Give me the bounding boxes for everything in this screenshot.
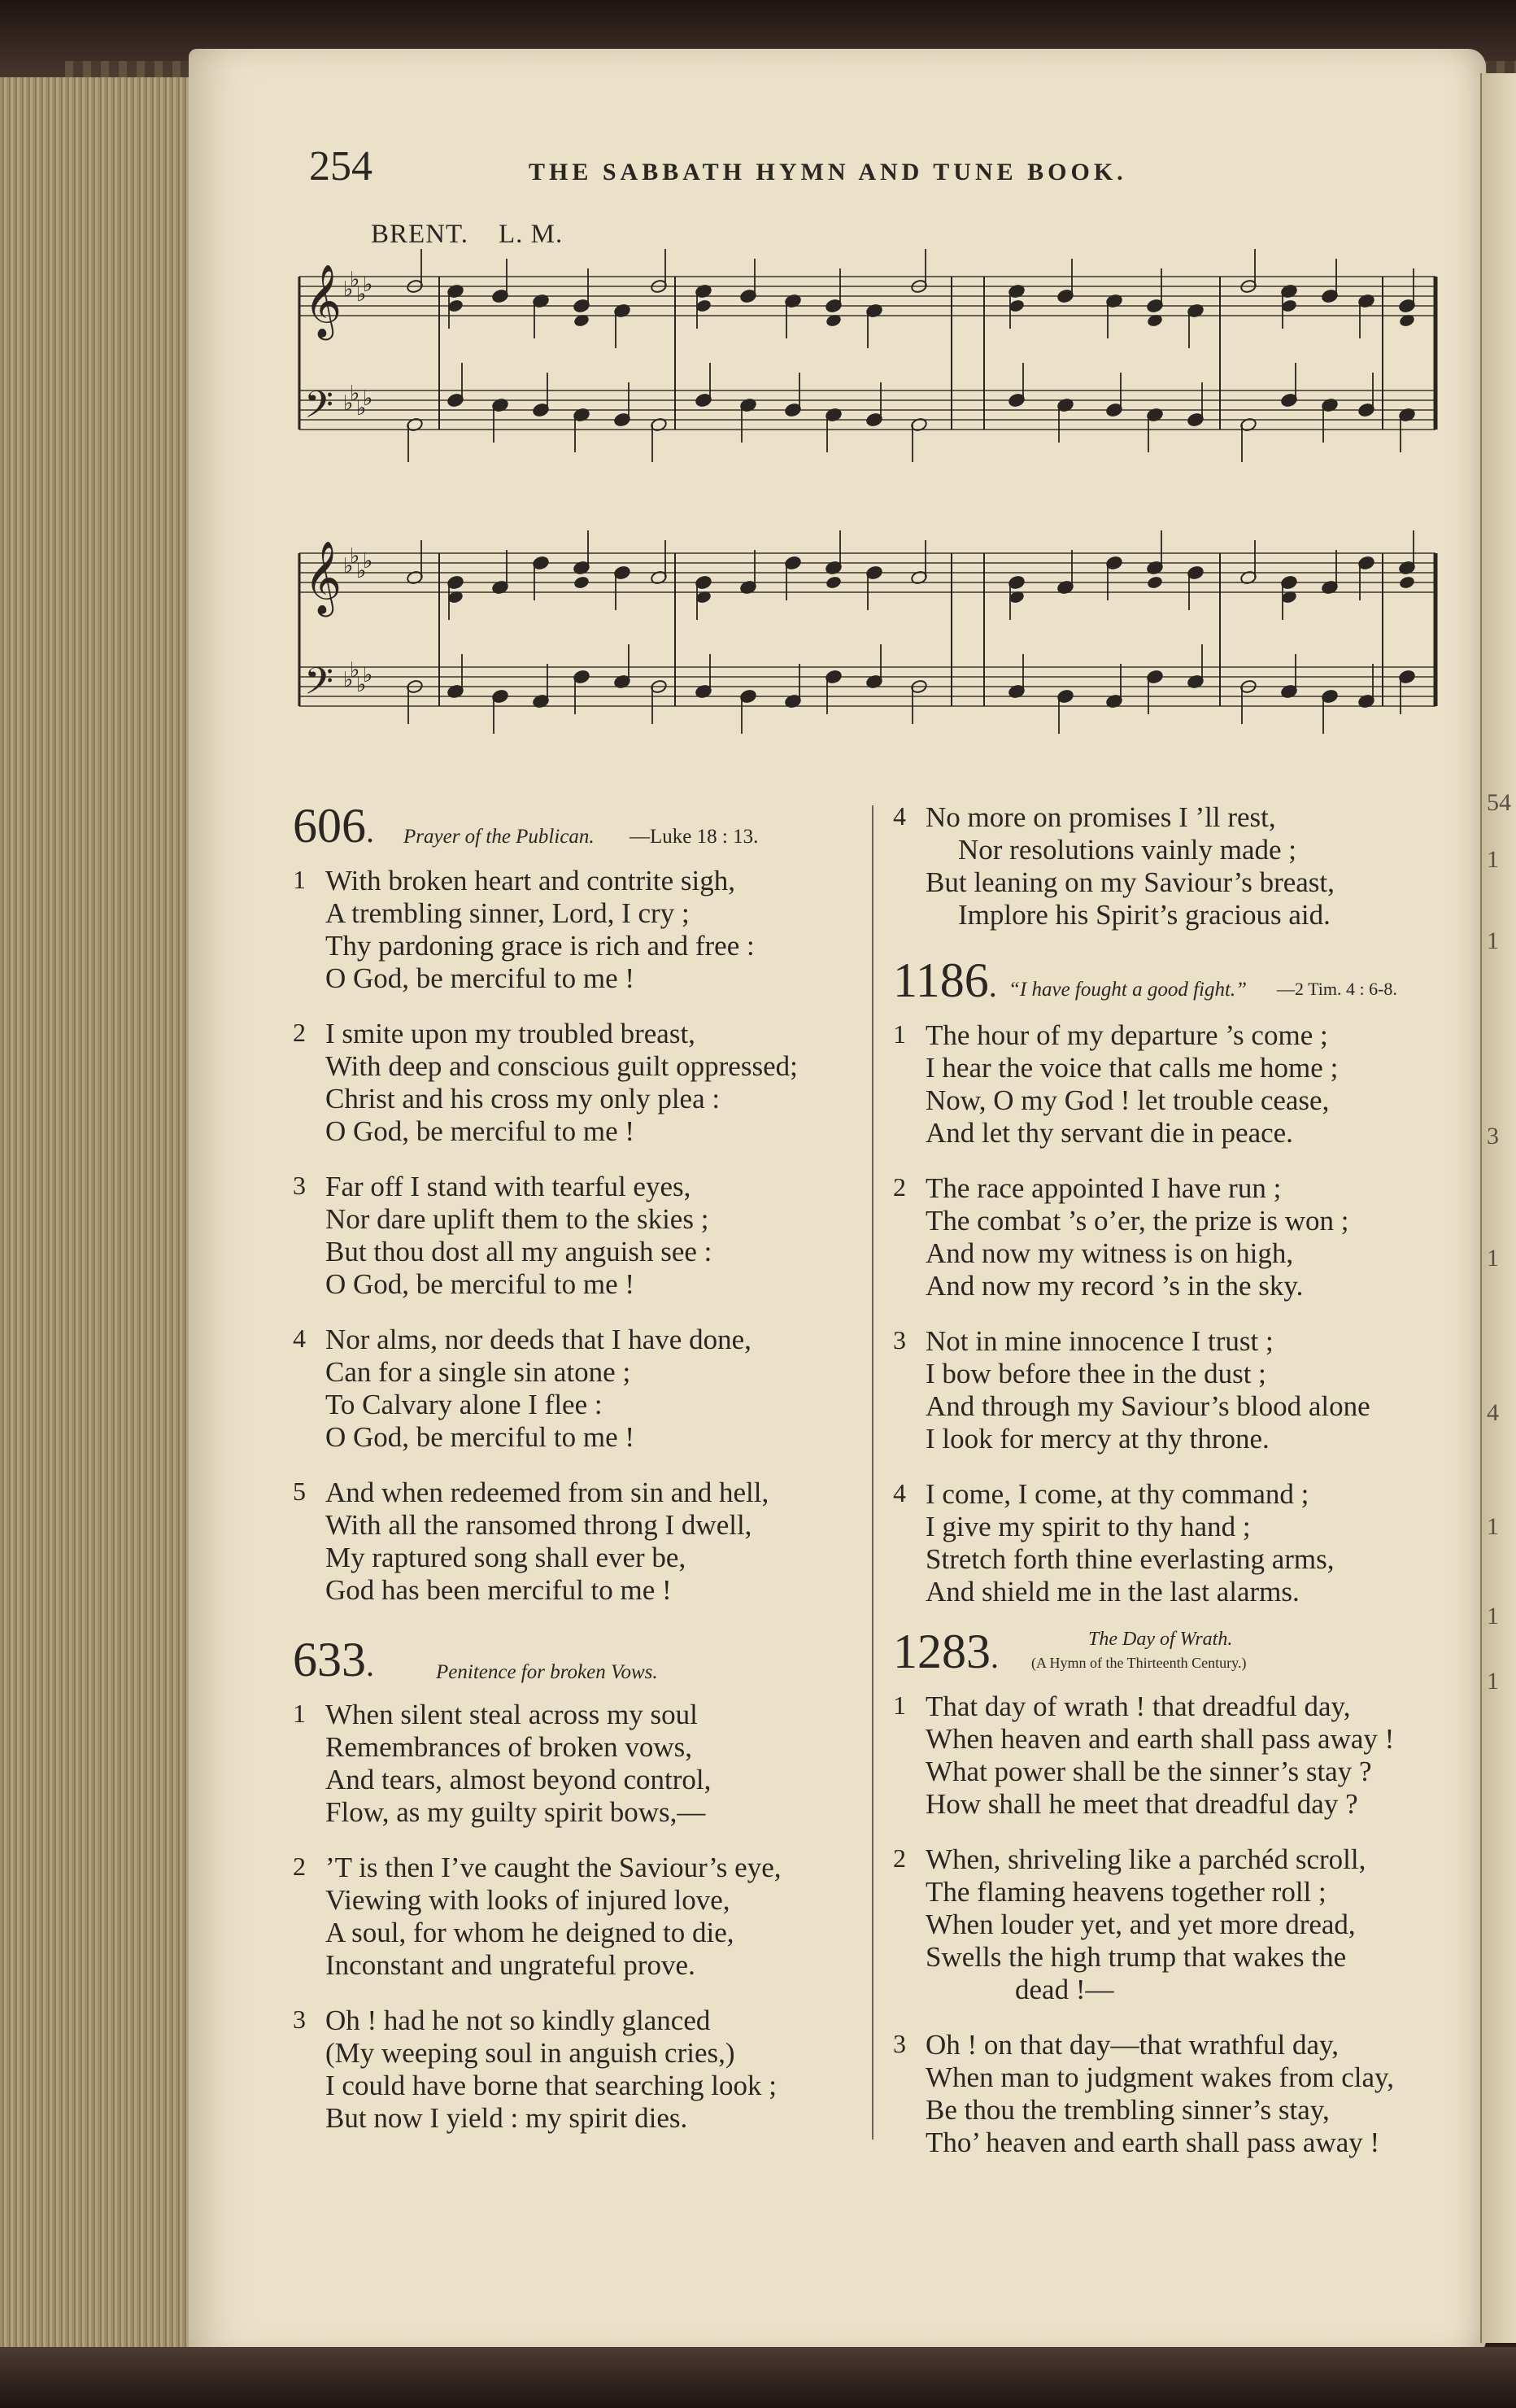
- verse-line: And through my Saviour’s blood alone: [926, 1390, 1370, 1422]
- verse-line: Remembrances of broken vows,: [325, 1731, 692, 1763]
- verse: [293, 1324, 854, 1454]
- verse: [293, 1018, 854, 1148]
- verse-number: 4: [893, 1478, 906, 1507]
- verse-line: Oh ! had he not so kindly glanced: [325, 2004, 711, 2036]
- verse-number: 2: [893, 1172, 906, 1202]
- flat-icon: ♭: [363, 663, 373, 687]
- verse-line: Nor resolutions vainly made ;: [958, 834, 1297, 866]
- hymn-reference: —Luke 18 : 13.: [629, 826, 759, 848]
- flat-icon: ♭: [363, 386, 373, 411]
- verse-line: No more on promises I ’ll rest,: [926, 801, 1276, 833]
- hymn-heading: [893, 953, 1454, 1019]
- verse-line: Viewing with looks of injured love,: [325, 1884, 730, 1916]
- verse-line: But leaning on my Saviour’s breast,: [926, 866, 1335, 898]
- flat-icon: ♭: [363, 273, 373, 297]
- tune-name: BRENT.: [371, 220, 468, 249]
- verse-line: The hour of my departure ’s come ;: [926, 1019, 1328, 1051]
- verse: [893, 1019, 1454, 1149]
- verse-line: And shield me in the last alarms.: [926, 1576, 1300, 1608]
- verse-line: With deep and conscious guilt oppressed;: [325, 1050, 798, 1082]
- hymn-title: The Day of Wrath.: [1088, 1629, 1233, 1650]
- verse-number: 3: [293, 1171, 306, 1200]
- hymn-heading: [293, 1635, 854, 1699]
- verse-number: 3: [293, 2004, 306, 2034]
- verse-line: The combat ’s o’er, the prize is won ;: [926, 1205, 1349, 1237]
- verse-line: To Calvary alone I flee :: [325, 1389, 603, 1420]
- flat-icon: ♭: [350, 658, 360, 683]
- next-page-fragment: 54: [1487, 789, 1511, 816]
- verse-line: When, shriveling like a parchéd scroll,: [926, 1843, 1366, 1875]
- bass-clef-icon: 𝄢: [304, 660, 334, 713]
- hymn-heading: [293, 801, 854, 865]
- hymn-title: Penitence for broken Vows.: [436, 1661, 658, 1683]
- verse-line: Implore his Spirit’s gracious aid.: [958, 899, 1331, 931]
- verse-line: And let thy servant die in peace.: [926, 1117, 1293, 1149]
- verse-line: ’T is then I’ve caught the Saviour’s eye,: [325, 1852, 782, 1883]
- verse-line: I give my spirit to thy hand ;: [926, 1511, 1251, 1542]
- verse: [893, 1690, 1454, 1821]
- column-divider: [872, 805, 873, 2140]
- note-head: [573, 575, 590, 590]
- verse-line: I smite upon my troubled breast,: [325, 1018, 695, 1049]
- verse-line: (My weeping soul in anguish cries,): [325, 2037, 735, 2069]
- verse-line: Christ and his cross my only plea :: [325, 1083, 721, 1115]
- music-score: [293, 244, 1440, 781]
- verse-number: 4: [893, 801, 906, 831]
- next-page-fragment: 1: [1487, 1245, 1499, 1272]
- flat-icon: ♭: [356, 559, 367, 583]
- hymn-number: 1186.: [893, 953, 997, 1007]
- verse-line: A trembling sinner, Lord, I cry ;: [325, 897, 690, 929]
- treble-clef-icon: 𝄞: [304, 264, 342, 338]
- hymn-reference: —2 Tim. 4 : 6-8.: [1277, 979, 1397, 999]
- flat-icon: ♭: [350, 268, 360, 292]
- next-page-fragment: 1: [1487, 927, 1499, 954]
- verse-line: When louder yet, and yet more dread,: [926, 1909, 1356, 1940]
- verse-line: And now my witness is on high,: [926, 1237, 1294, 1269]
- verse: [893, 2029, 1454, 2159]
- hymn-1186: [893, 953, 1454, 1631]
- page-number: 254: [309, 143, 372, 190]
- verse-number: 2: [293, 1018, 306, 1047]
- page-edges: [0, 77, 197, 2355]
- next-page-fragment: 3: [1487, 1123, 1499, 1149]
- verse-line: And when redeemed from sin and hell,: [325, 1477, 769, 1508]
- verse-line: When man to judgment wakes from clay,: [926, 2061, 1395, 2093]
- verse-number: 1: [293, 1699, 306, 1728]
- verse-line: O God, be merciful to me !: [325, 1115, 635, 1147]
- verse: [293, 2004, 854, 2135]
- verse: [893, 1478, 1454, 1608]
- verse: [893, 801, 1454, 931]
- verse-line: God has been merciful to me !: [325, 1574, 672, 1606]
- verse-line: Nor alms, nor deeds that I have done,: [325, 1324, 751, 1355]
- verses: [893, 1690, 1454, 2159]
- flat-icon: ♭: [356, 396, 367, 421]
- verse-line: Nor dare uplift them to the skies ;: [325, 1203, 709, 1235]
- verse-number: 3: [893, 1325, 906, 1354]
- hymn-title: “I have fought a good fight.”: [1008, 979, 1248, 1001]
- flat-icon: ♭: [343, 391, 354, 416]
- next-page-fragment: 1: [1487, 1603, 1499, 1629]
- flat-icon: ♭: [343, 277, 354, 302]
- verse: [893, 1843, 1454, 2006]
- verse: [293, 1852, 854, 1982]
- hymn-subtitle: (A Hymn of the Thirteenth Century.): [1031, 1655, 1247, 1671]
- verse-line: I bow before thee in the dust ;: [926, 1358, 1266, 1389]
- verse-number: 1: [293, 865, 306, 894]
- page-header: [309, 142, 1220, 199]
- hymn-heading: [893, 1627, 1454, 1690]
- verse: [893, 1325, 1454, 1455]
- hymn-number: 606.: [293, 799, 374, 853]
- note-head: [825, 575, 842, 590]
- verse-line: I come, I come, at thy command ;: [926, 1478, 1309, 1510]
- verse-line: When heaven and earth shall pass away !: [926, 1723, 1395, 1755]
- verse-line: When silent steal across my soul: [325, 1699, 698, 1730]
- flat-icon: ♭: [343, 668, 354, 692]
- hymn-606: [293, 801, 854, 1629]
- flat-icon: ♭: [363, 549, 373, 574]
- verse-line: Inconstant and ungrateful prove.: [325, 1949, 695, 1981]
- hymn-number: 633.: [293, 1633, 374, 1686]
- verses: [293, 1699, 854, 2135]
- verse-line: Flow, as my guilty spirit bows,—: [325, 1796, 706, 1828]
- bass-clef-icon: 𝄢: [304, 383, 334, 436]
- verse-line: The flaming heavens together roll ;: [926, 1876, 1326, 1908]
- verse-number: 1: [893, 1019, 906, 1049]
- verse-line: Oh ! on that day—that wrathful day,: [926, 2029, 1340, 2061]
- running-title: THE SABBATH HYMN AND TUNE BOOK.: [529, 159, 1127, 185]
- verse-line: O God, be merciful to me !: [325, 1421, 635, 1453]
- verse-line: What power shall be the sinner’s stay ?: [926, 1756, 1372, 1787]
- hymn-title: Prayer of the Publican.: [403, 826, 595, 848]
- verses: [893, 801, 1454, 931]
- verse: [293, 1171, 854, 1301]
- verse: [293, 1699, 854, 1829]
- verse-line: How shall he meet that dreadful day ?: [926, 1788, 1358, 1820]
- verse-number: 2: [893, 1843, 906, 1873]
- verse-line: Not in mine innocence I trust ;: [926, 1325, 1274, 1357]
- hymn-633-continued: [893, 801, 1454, 954]
- tune-meter: L. M.: [498, 220, 564, 249]
- flat-icon: ♭: [350, 544, 360, 569]
- next-page-fragment: 1: [1487, 846, 1499, 873]
- verse-line: Tho’ heaven and earth shall pass away !: [926, 2127, 1380, 2158]
- flat-icon: ♭: [350, 382, 360, 406]
- hymn-number: 1283.: [893, 1625, 999, 1678]
- verse-line: dead !—: [1015, 1974, 1114, 2005]
- verse: [293, 865, 854, 995]
- next-page-fragment: 4: [1487, 1399, 1499, 1426]
- book-bottom-edge: [0, 2347, 1516, 2408]
- music-score-svg: [293, 244, 1440, 781]
- flat-icon: ♭: [356, 673, 367, 697]
- next-page-fragment: 1: [1487, 1513, 1499, 1540]
- verse-number: 2: [293, 1852, 306, 1881]
- verse-line: I look for mercy at thy throne.: [926, 1423, 1270, 1455]
- verse-line: Swells the high trump that wakes the: [926, 1941, 1347, 1973]
- verse-line: And tears, almost beyond control,: [325, 1764, 712, 1795]
- verse-line: Far off I stand with tearful eyes,: [325, 1171, 691, 1202]
- verse: [893, 1172, 1454, 1302]
- note-head: [1146, 575, 1163, 590]
- verse-number: 1: [893, 1690, 906, 1720]
- flat-icon: ♭: [356, 282, 367, 307]
- verse-line: I could have borne that searching look ;: [325, 2070, 777, 2101]
- verse-line: A soul, for whom he deigned to die,: [325, 1917, 734, 1948]
- verse-line: But thou dost all my anguish see :: [325, 1236, 712, 1267]
- verse-line: Stretch forth thine everlasting arms,: [926, 1543, 1335, 1575]
- next-page-edge: [1480, 73, 1516, 2343]
- verses: [293, 865, 854, 1607]
- verse-line: With broken heart and contrite sigh,: [325, 865, 735, 896]
- verse-line: And now my record ’s in the sky.: [926, 1270, 1304, 1302]
- verse-line: Thy pardoning grace is rich and free :: [325, 930, 755, 962]
- verse-line: O God, be merciful to me !: [325, 1268, 635, 1300]
- verse-line: The race appointed I have run ;: [926, 1172, 1282, 1204]
- verse-line: I hear the voice that calls me home ;: [926, 1052, 1339, 1084]
- treble-clef-icon: 𝄞: [304, 541, 342, 614]
- note-head: [1398, 575, 1415, 590]
- verse-line: Be thou the trembling sinner’s stay,: [926, 2094, 1330, 2126]
- verse-number: 4: [293, 1324, 306, 1353]
- verses: [893, 1019, 1454, 1608]
- verse-line: O God, be merciful to me !: [325, 962, 635, 994]
- verse-line: Can for a single sin atone ;: [325, 1356, 631, 1388]
- next-page-fragment: 1: [1487, 1668, 1499, 1695]
- flat-icon: ♭: [343, 554, 354, 578]
- hymn-633: [293, 1635, 854, 2157]
- hymn-1283: [893, 1627, 1454, 2182]
- verse-line: But now I yield : my spirit dies.: [325, 2102, 688, 2134]
- verse-line: Now, O my God ! let trouble cease,: [926, 1084, 1330, 1116]
- verse-number: 5: [293, 1477, 306, 1506]
- verse-line: With all the ransomed throng I dwell,: [325, 1509, 752, 1541]
- verse: [293, 1477, 854, 1607]
- verse-number: 3: [893, 2029, 906, 2058]
- verse-line: My raptured song shall ever be,: [325, 1542, 686, 1573]
- verse-line: That day of wrath ! that dreadful day,: [926, 1690, 1351, 1722]
